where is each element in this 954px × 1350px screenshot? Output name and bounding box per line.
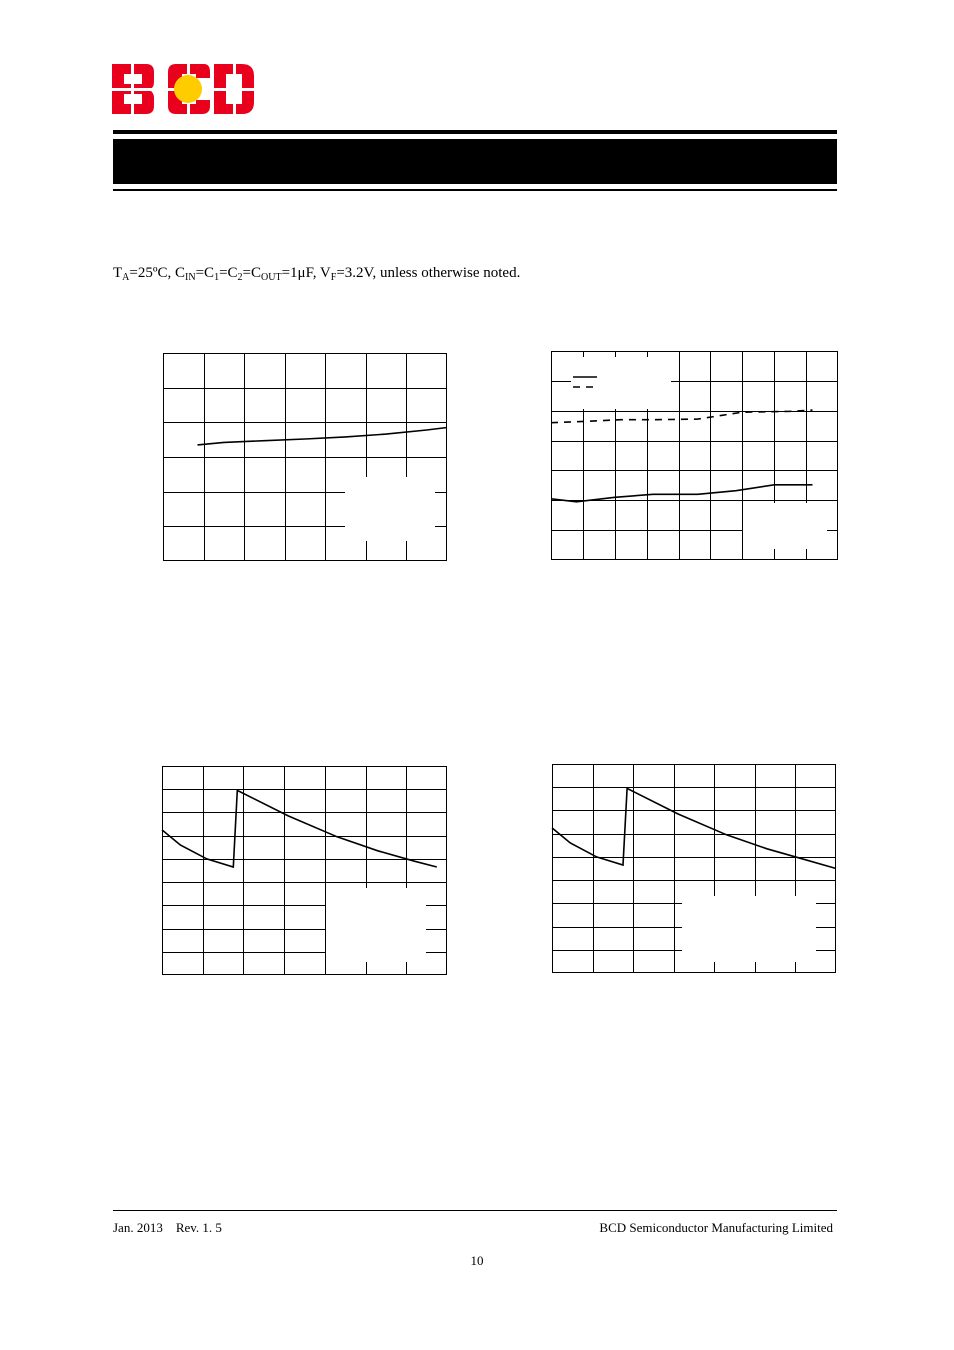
chart-4: [552, 764, 836, 973]
chart-series-group: [551, 410, 813, 502]
logo-dot: [174, 75, 202, 103]
header-rule-top: [113, 130, 837, 134]
header-rule-bottom: [113, 189, 837, 191]
note-box: [682, 896, 816, 962]
note-box: [326, 888, 426, 962]
series-line-1: [551, 485, 813, 502]
footer-date-revision: Jan. 2013 Rev. 1. 5: [113, 1220, 222, 1235]
footer-company: BCD Semiconductor Manufacturing Limited: [599, 1220, 833, 1235]
footer-rule: [113, 1210, 837, 1211]
series-line-1: [198, 428, 448, 445]
series-line-1: [552, 788, 836, 868]
chart-series-group: [552, 788, 836, 868]
legend-box: [571, 357, 671, 409]
chart-series-group: [198, 428, 448, 445]
chart-1: [163, 353, 447, 561]
chart-3: [162, 766, 447, 975]
chart-2: [551, 351, 838, 560]
bcd-logo: [112, 64, 256, 116]
legend-box: [345, 477, 435, 541]
logo-letter-c: [168, 64, 210, 114]
note-box: [743, 503, 827, 549]
section-title-bar: [113, 139, 837, 184]
logo-letter-b: [112, 64, 154, 114]
logo-letter-d: [214, 64, 254, 114]
test-conditions: $T_A=25ºC$, $C_{IN}=C_1=C_2=C_{OUT}=1\mu F$, $V_F=3.2V$, unless otherwise noted.: [113, 265, 521, 283]
page-number: 10: [470, 1253, 484, 1268]
